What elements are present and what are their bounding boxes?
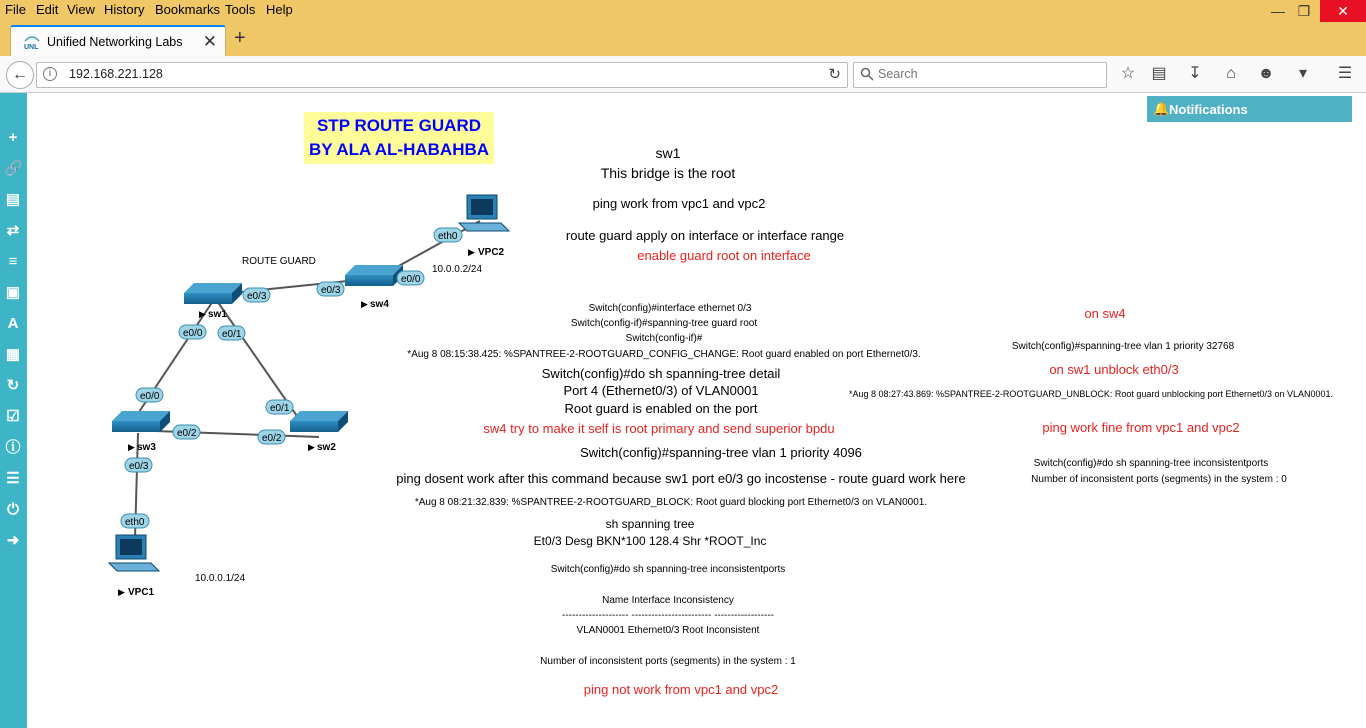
checkbox-icon[interactable]: ☑ [6,408,20,425]
navigation-bar [0,56,1366,93]
ip-vpc2: 10.0.0.2/24 [432,264,483,275]
menu-history[interactable]: History [104,2,145,17]
if-sw2-e01 [266,400,293,414]
sign-out-icon[interactable]: ➜ [6,532,20,549]
search-input[interactable] [853,62,1107,88]
refresh-icon[interactable]: ↻ [6,377,20,394]
play-icon: ▶ [361,299,368,309]
grid-icon[interactable]: ▦ [5,346,21,363]
ip-vpc1: 10.0.0.1/24 [195,573,246,584]
note-inconsistent-count-0: Number of inconsistent ports (segments) in the system : 0 [1031,474,1287,485]
notifications-label: Notifications [1169,102,1248,117]
if-sw2-e02 [258,430,285,444]
cmd-inconsistentports: Switch(config)#do sh spanning-tree inconsistentports [550,564,786,575]
cmd-priority-32768: Switch(config)#spanning-tree vlan 1 priority 32768 [1011,341,1235,352]
note-sw4-superior-bpdu: sw4 try to make it self is root primary and send superior bpdu [483,421,835,436]
cmd-interface: Switch(config)#interface ethernet 0/3 [588,303,752,314]
svg-text:eth0: eth0 [438,231,458,242]
exchange-icon[interactable]: ⇄ [6,222,20,239]
bookmark-star-icon[interactable]: ☆ [1120,65,1136,82]
if-sw3-e03 [125,458,152,472]
table-row: VLAN0001 Ethernet0/3 Root Inconsistent [576,625,760,636]
drive-icon[interactable]: ▤ [5,191,21,208]
unl-sidebar [0,93,27,728]
menu-bookmarks[interactable]: Bookmarks [155,2,221,17]
add-icon[interactable]: + [8,129,18,146]
note-enable-guard: enable guard root on interface [637,248,811,263]
arrow-left-icon: ← [12,66,28,83]
if-sw3-e00 [136,388,163,402]
cmd-sh-detail: Switch(config)#do sh spanning-tree detail [541,366,781,381]
if-sw1-e01 [218,326,245,340]
note-et03-bkn: Et0/3 Desg BKN*100 128.4 Shr *ROOT_Inc [533,534,767,548]
svg-text:e0/2: e0/2 [177,428,197,439]
if-sw3-e02 [173,425,200,439]
note-root: This bridge is the root [600,165,736,181]
bell-icon: 🔔 [1153,101,1170,116]
svg-text:e0/2: e0/2 [262,433,282,444]
device-name-sw3: sw3 [137,442,156,453]
pocket-icon[interactable]: ▾ [1298,65,1308,82]
account-icon[interactable]: ☻ [1257,65,1275,82]
home-icon[interactable]: ⌂ [1226,65,1236,82]
picture-icon[interactable]: ▣ [5,284,21,301]
minimize-icon[interactable]: — [1271,3,1285,19]
search-icon [860,67,874,81]
if-sw1-e03 [243,288,270,302]
menu-file[interactable]: File [5,2,26,17]
pc-vpc2[interactable] [459,195,509,258]
play-icon: ▶ [199,309,206,319]
reading-list-icon[interactable]: ▤ [1151,65,1167,82]
lab-title-line2: BY ALA AL-HABAHBA [308,140,490,159]
log-rootguard-unblock: *Aug 8 08:27:43.869: %SPANTREE-2-ROOTGUARD_UNBLOCK: Root guard unblocking port Ethernet0/3 on VLAN0001. [848,389,1334,399]
svg-text:e0/1: e0/1 [270,403,290,414]
menu-edit[interactable]: Edit [36,2,59,17]
if-vpc2-eth0 [434,228,462,242]
note-on-sw4: on sw4 [1084,306,1126,321]
text-icon[interactable]: A [7,315,19,332]
cmd-inconsistentports-right: Switch(config)#do sh spanning-tree inconsistentports [1033,458,1269,469]
note-root-guard-enabled: Root guard is enabled on the port [564,401,758,416]
svg-text:e0/3: e0/3 [321,285,341,296]
device-name-sw4: sw4 [370,299,389,310]
note-inconsistent-count-1: Number of inconsistent ports (segments) in the system : 1 [540,656,796,667]
note-ping-dosent-work: ping dosent work after this command because sw1 port e0/3 go incostense - route guard work here [396,471,966,486]
svg-text:e0/0: e0/0 [140,391,160,402]
menu-tools[interactable]: Tools [225,2,256,17]
cmd-guard-root: Switch(config-if)#spanning-tree guard root [570,318,758,329]
url-bar[interactable] [36,62,848,88]
close-window-icon[interactable]: ✕ [1320,0,1366,22]
route-guard-label: ROUTE GUARD [242,256,316,267]
switch-sw2[interactable] [290,411,348,453]
info-circle-icon[interactable]: ⓘ [5,439,21,456]
svg-text:eth0: eth0 [125,517,145,528]
menu-bar [0,0,1366,22]
links [127,221,483,538]
align-left-icon[interactable]: ≡ [8,253,18,270]
list-icon[interactable]: ☰ [6,470,20,487]
if-sw4-e03 [317,282,344,296]
if-sw1-e00 [179,325,206,339]
menu-view[interactable]: View [67,2,95,17]
pc-vpc1[interactable] [109,535,159,598]
url-text: 192.168.221.128 [69,67,163,81]
lab-canvas [27,93,1366,728]
note-ping-work: ping work from vpc1 and vpc2 [592,196,766,211]
svg-text:e0/0: e0/0 [183,328,203,339]
log-rootguard-block: *Aug 8 08:21:32.839: %SPANTREE-2-ROOTGUARD_BLOCK: Root guard blocking port Ethernet0/3 on VLAN0001. [414,497,928,508]
menu-help[interactable]: Help [266,2,293,17]
link-icon[interactable]: 🔗 [4,160,23,177]
back-button[interactable] [6,61,34,89]
cmd-sh-spanning-tree: sh spanning tree [605,517,695,531]
hamburger-menu-icon[interactable]: ☰ [1337,65,1353,82]
favicon-text: UNL [24,44,39,51]
device-name-sw1: sw1 [208,309,227,320]
note-ping-not-work: ping not work from vpc1 and vpc2 [583,682,779,697]
device-name-vpc1: VPC1 [128,587,155,598]
tab-bar [0,22,1366,56]
svg-text:e0/3: e0/3 [247,291,267,302]
if-sw4-e00 [397,271,424,285]
svg-text:e0/0: e0/0 [401,274,421,285]
play-icon: ▶ [308,442,315,452]
cmd-priority-4096: Switch(config)#spanning-tree vlan 1 priority 4096 [580,445,862,460]
device-name-vpc2: VPC2 [478,247,505,258]
note-ping-work-fine: ping work fine from vpc1 and vpc2 [1042,420,1240,435]
switch-sw4[interactable] [345,265,403,310]
play-icon: ▶ [128,442,135,452]
new-tab-icon[interactable]: + [234,27,246,49]
note-on-sw1-unblock: on sw1 unblock eth0/3 [1049,362,1179,377]
table-header: Name Interface Inconsistency [602,595,734,606]
download-icon[interactable]: ↧ [1188,65,1202,82]
cmd-prompt: Switch(config-if)# [625,333,703,344]
info-icon[interactable]: i [43,67,57,81]
if-vpc1-eth0 [121,514,149,528]
play-icon: ▶ [468,247,475,257]
tab-title: Unified Networking Labs [47,35,183,49]
tab-unl[interactable] [10,25,226,58]
power-icon[interactable]: ⏻ [7,501,19,518]
note-port4: Port 4 (Ethernet0/3) of VLAN0001 [563,383,759,398]
svg-text:e0/1: e0/1 [222,329,242,340]
device-name-sw2: sw2 [317,442,336,453]
maximize-icon[interactable]: ❐ [1297,2,1311,19]
reload-icon[interactable]: ↻ [828,66,841,83]
switch-sw1[interactable] [184,283,242,320]
search-placeholder: Search [878,67,918,81]
play-icon: ▶ [118,587,125,597]
unl-favicon-icon [23,34,41,50]
note-route-guard-apply: route guard apply on interface or interface range [565,228,845,243]
svg-text:e0/3: e0/3 [129,461,149,472]
tab-close-icon[interactable]: ✕ [202,32,217,51]
log-config-change: *Aug 8 08:15:38.425: %SPANTREE-2-ROOTGUARD_CONFIG_CHANGE: Root guard enabled on port Ethernet0/3. [407,349,921,360]
table-separator: -------------------- ------------------------ ------------------ [561,610,775,621]
lab-title-line1: STP ROUTE GUARD [316,116,482,135]
note-sw1: sw1 [655,145,681,161]
